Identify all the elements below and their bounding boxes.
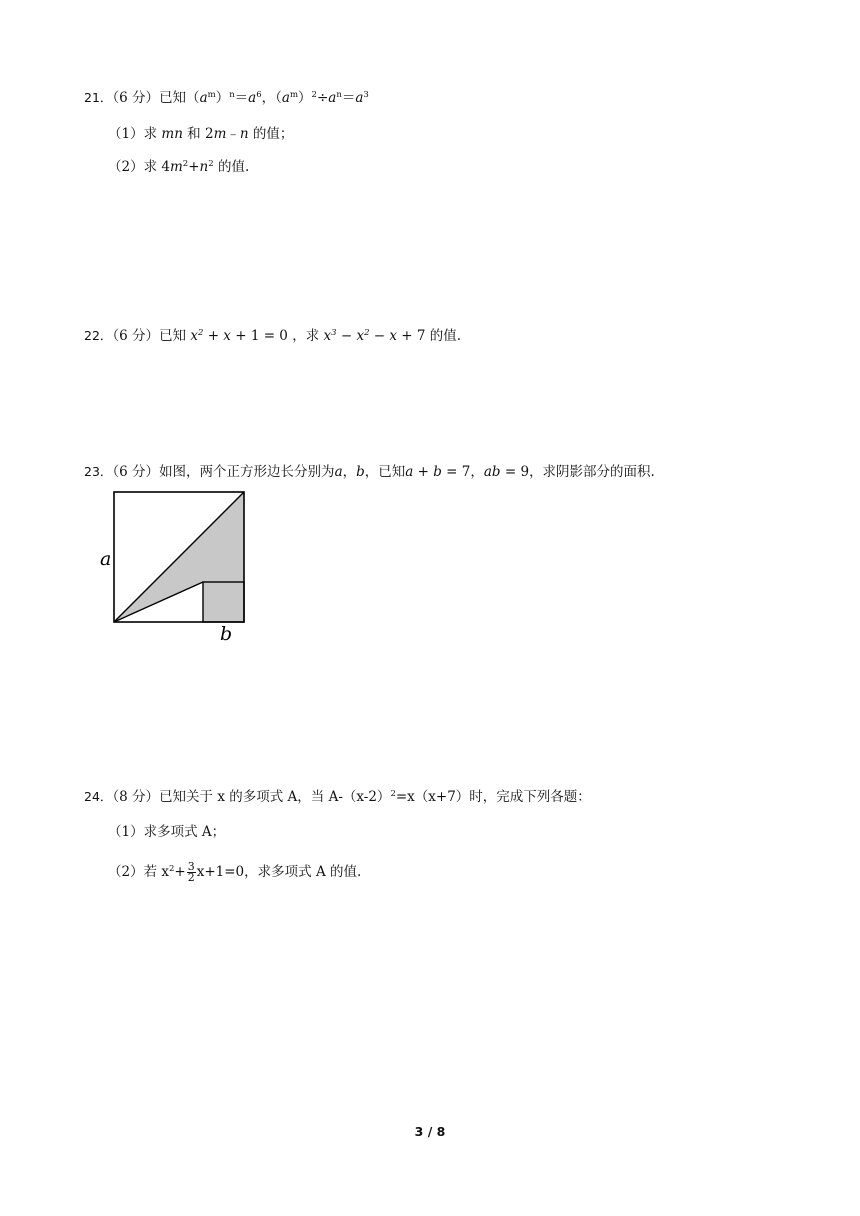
page-indicator: 3 / 8 [414, 1124, 446, 1139]
question-score: （8 分） [112, 789, 160, 805]
question-score: （6 分） [112, 328, 160, 344]
question-24-part-1: （1）求多项式 A； [108, 824, 226, 840]
question-number: 23． [84, 464, 113, 479]
question-24-stem [84, 787, 591, 809]
question-23-text: 如图，两个正方形边长分别为a，b，已知a + b = 7，ab = 9，求阴影部分的面积. [159, 464, 655, 480]
question-number: 24． [84, 789, 113, 804]
question-24-text: 已知关于 x 的多项式 A，当 $A-(x-2)^2=x(x+7)$时，完成下列各题： [159, 789, 591, 805]
question-number: 22． [84, 328, 113, 343]
question-22-stem [84, 326, 461, 348]
label-a: a [100, 548, 112, 570]
question-21-part-2: （2）求 $4m^2+n^2$ 的值. [108, 159, 250, 175]
question-number: 21． [84, 90, 113, 105]
label-b: b [220, 623, 233, 645]
fraction-three-halves: $\frac{3}{2}$ [187, 860, 195, 884]
question-21-part-1: （1）求 mn 和 2m﹣n 的值； [108, 126, 294, 142]
question-23-stem [84, 462, 655, 482]
question-24-part-2: （2）若 $x^2+$ $\frac{3}{2}$ x+1=0，求多项式 A 的值. [108, 860, 362, 884]
squares-figure [95, 488, 255, 648]
question-score: （6 分） [112, 90, 160, 106]
shaded-small-square [203, 582, 244, 622]
question-21-stem [84, 88, 369, 110]
question-score: （6 分） [112, 464, 160, 480]
question-21-text: 已知$(a^m)^n=a^6$，$(a^m)^2\div a^n=a^3$ [159, 90, 369, 106]
question-22-text: 已知 $x^2 + x + 1 = 0$ ，求 $x^3 - x^2 - x + 7$ 的值. [159, 328, 462, 344]
